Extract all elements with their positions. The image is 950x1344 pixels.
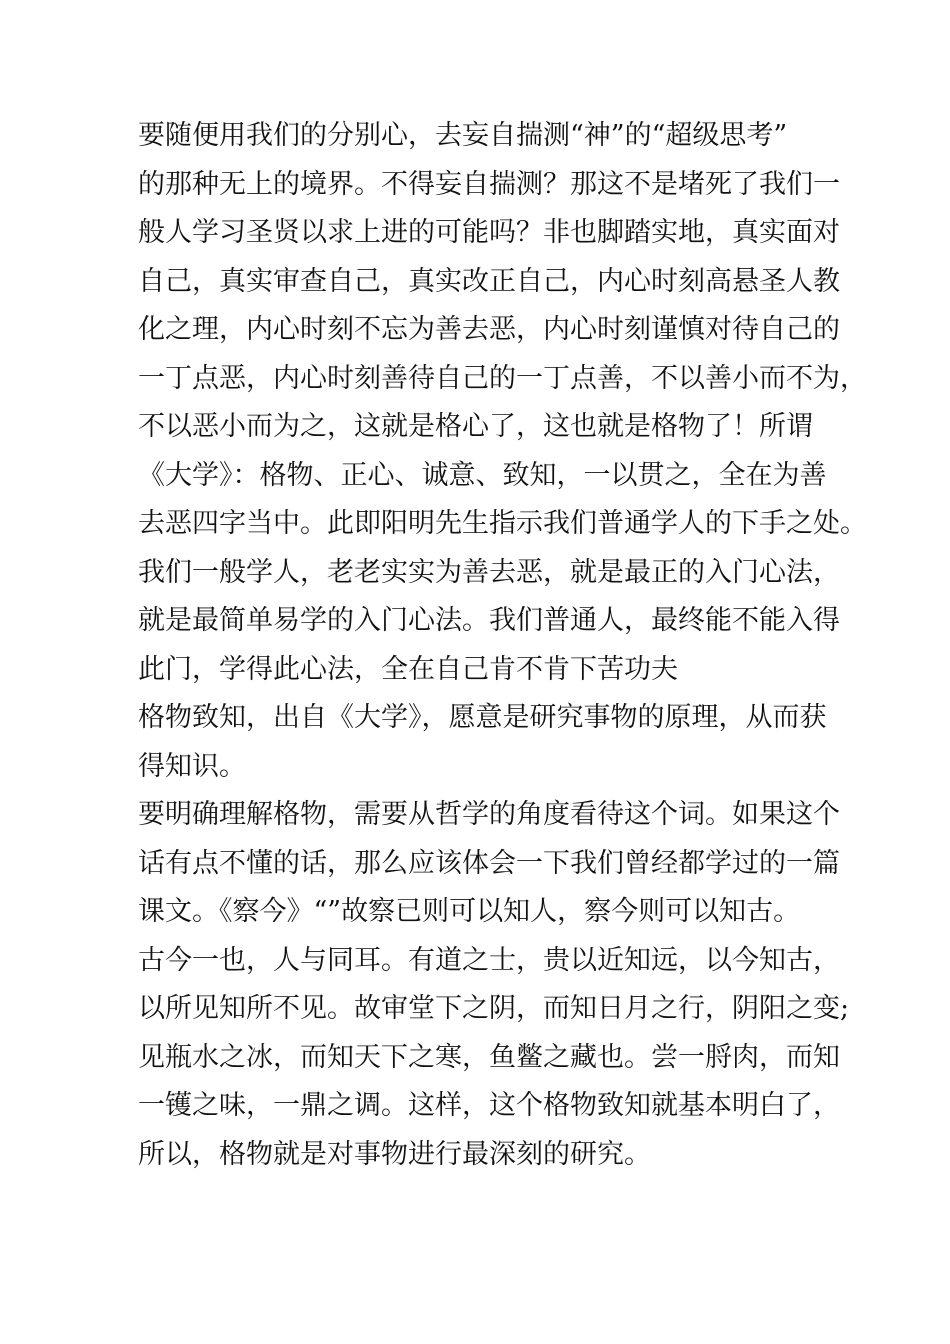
text-line: 要明确理解格物，需要从哲学的角度看待这个词。如果这个: [138, 799, 840, 830]
text-line: 一丁点恶，内心时刻善待自己的一丁点善，不以善小而不为，: [138, 362, 867, 394]
text-line: 格物致知，出自《大学》，愿意是研究事物的原理，从而获: [138, 702, 827, 733]
text-line: 以所见知所不见。故审堂下之阴，而知日月之行，阴阳之变;: [138, 993, 850, 1024]
text-line: 一镬之味，一鼎之调。这样，这个格物致知就基本明白了，: [138, 1090, 840, 1121]
text-line: 不以恶小而为之，这就是格心了，这也就是格物了！所谓: [138, 411, 813, 442]
text-line: 所以，格物就是对事物进行最深刻的研究。: [138, 1138, 651, 1170]
text-line: 此门，学得此心法，全在自己肯不肯下苦功夫: [138, 653, 678, 685]
text-line: 的那种无上的境界。不得妄自揣测？那这不是堵死了我们一: [138, 168, 840, 200]
document-body: [138, 112, 867, 1179]
text-line: 见瓶水之冰，而知天下之寒，鱼鳖之藏也。尝一脟肉，而知: [138, 1041, 840, 1073]
text-line: 化之理，内心时刻不忘为善去恶，内心时刻谨慎对待自己的: [138, 314, 840, 345]
text-line: 话有点不懂的话，那么应该体会一下我们曾经都学过的一篇: [138, 847, 840, 879]
text-line: 要随便用我们的分别心，去妄自揣测“神”的“超级思考”: [138, 120, 788, 151]
text-line: 就是最简单易学的入门心法。我们普通人，最终能不能入得: [138, 605, 840, 636]
text-line: 自己，真实审查自己，真实改正自己，内心时刻高悬圣人教: [138, 265, 840, 297]
text-line: 去恶四字当中。此即阳明先生指示我们普通学人的下手之处。: [138, 508, 867, 539]
text-line: 课文。《察今》“”故察已则可以知人，察今则可以知古。: [138, 896, 801, 927]
text-line: 《大学》：格物、正心、诚意、致知，一以贯之，全在为善: [138, 459, 827, 491]
text-line: 古今一也，人与同耳。有道之士，贵以近知远，以今知古，: [138, 944, 840, 976]
text-line: 般人学习圣贤以求上进的可能吗？非也脚踏实地，真实面对: [138, 217, 840, 248]
text-line: 我们一般学人，老老实实为善去恶，就是最正的入门心法，: [138, 556, 840, 588]
text-line: 得知识。: [138, 750, 246, 782]
